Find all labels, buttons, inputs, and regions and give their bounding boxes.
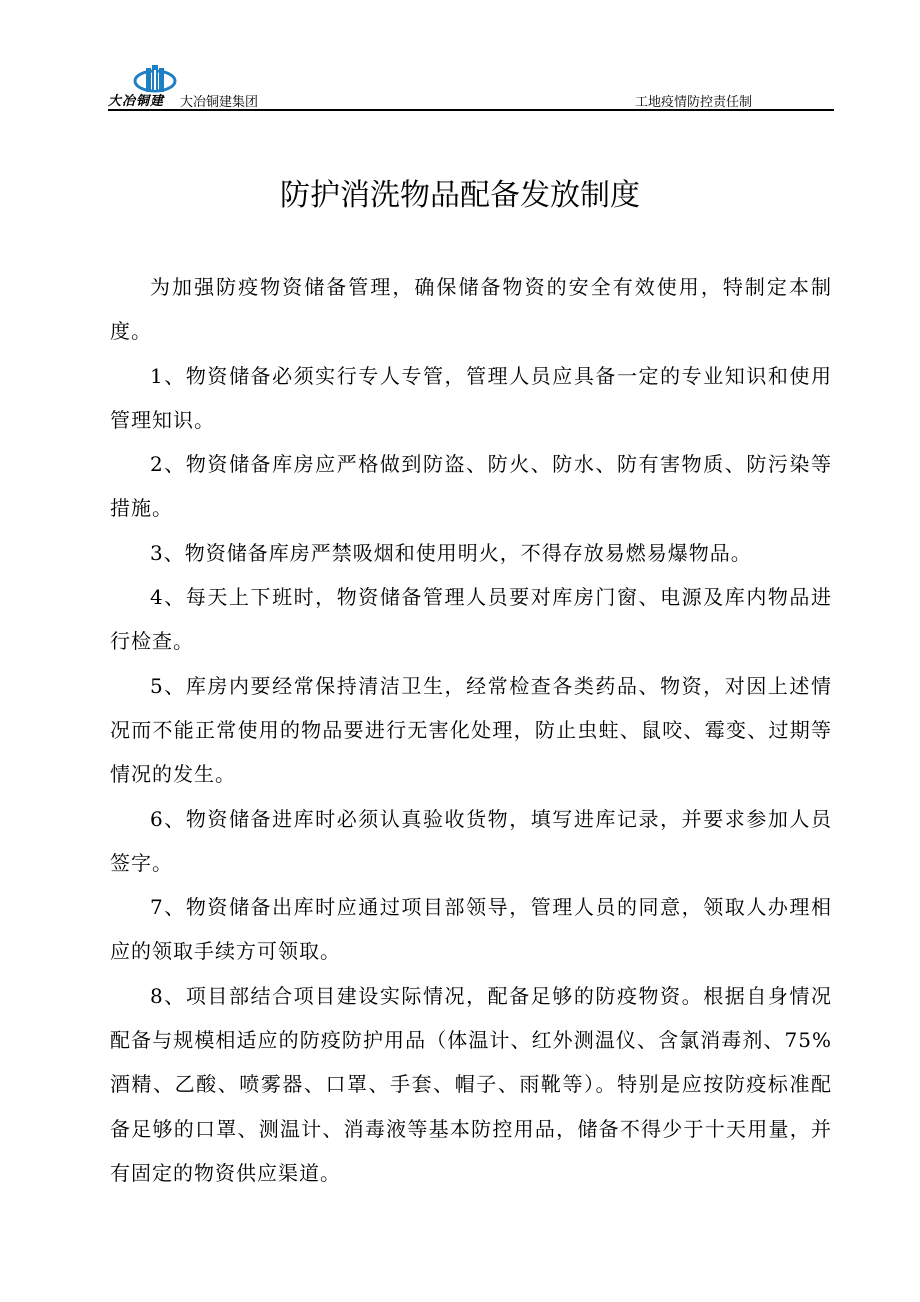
rule-paragraph-6: 6、物资储备进库时必须认真验收货物，填写进库记录，并要求参加人员签字。 [110, 806, 832, 875]
document-body [110, 265, 832, 1195]
rule-paragraph-7: 7、物资储备出库时应通过项目部领导，管理人员的同意，领取人办理相应的领取手续方可领取。 [110, 895, 832, 964]
logo-text: 大冶铜建 [108, 94, 165, 109]
page-header [108, 60, 834, 110]
rule-paragraph-3: 3、物资储备库房严禁吸烟和使用明火，不得存放易燃易爆物品。 [150, 540, 752, 565]
rule-paragraph-2: 2、物资储备库房应严格做到防盗、防火、防水、防有害物质、防污染等措施。 [110, 452, 832, 521]
rule-paragraph-4: 4、每天上下班时，物资储备管理人员要对库房门窗、电源及库内物品进行检查。 [110, 585, 832, 654]
rule-paragraph-1: 1、物资储备必须实行专人专管，管理人员应具备一定的专业知识和使用管理知识。 [110, 363, 832, 432]
rule-paragraph-5: 5、库房内要经常保持清洁卫生，经常检查各类药品、物资，对因上述情况而不能正常使用的物品要进行无害化处理，防止虫蛀、鼠咬、霉变、过期等情况的发生。 [110, 673, 832, 787]
page-title: 防护消洗物品配备发放制度 [280, 178, 640, 213]
intro-paragraph: 为加强防疫物资储备管理，确保储备物资的安全有效使用，特制定本制度。 [110, 275, 832, 344]
rule-paragraph-8: 8、项目部结合项目建设实际情况，配备足够的防疫物资。根据自身情况配备与规模相适应的防疫防护用品（体温计、红外测温仪、含氯消毒剂、75%酒精、乙酸、喷雾器、口罩、手套、帽子、雨靴等）。特别是应按防疫标准配备足够的口罩、测温计、消毒液等基本防控用品，储备不得少于十天用量，并有固定的物资供应渠道。 [110, 983, 832, 1185]
header-divider [108, 109, 834, 111]
document-category: 工地疫情防控责任制 [634, 95, 752, 110]
company-name: 大冶铜建集团 [180, 95, 259, 110]
